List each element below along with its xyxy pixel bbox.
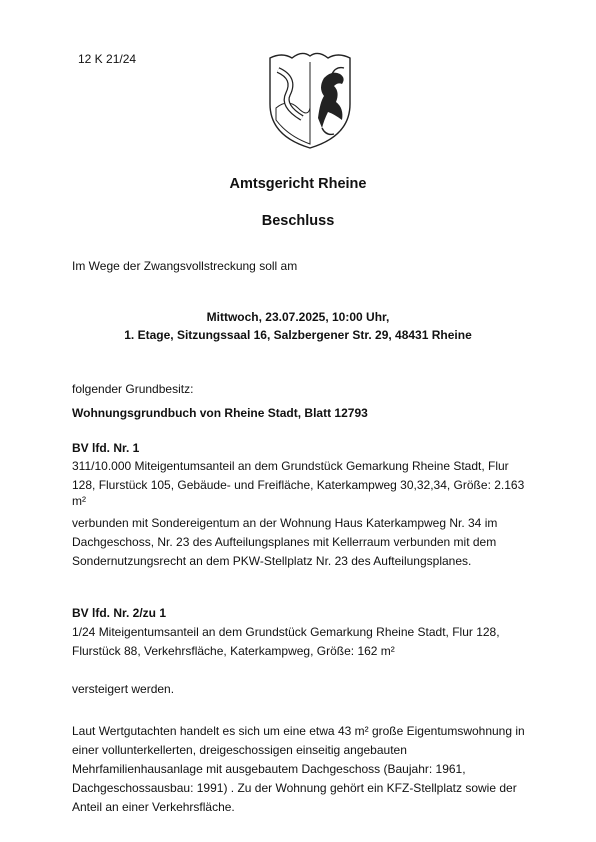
- bv1-line: Sondernutzungsrecht an dem PKW-Stellplatz Nr. 23 des Aufteilungsplanes.: [72, 554, 472, 568]
- gutachten-line: Laut Wertgutachten handelt es sich um eine etwa 43 m² große Eigentumswohnung in: [72, 724, 525, 738]
- grundbuch-title: Wohnungsgrundbuch von Rheine Stadt, Blatt 12793: [72, 406, 368, 420]
- gutachten-line: einer vollunterkellerten, dreigeschossigen einseitig angebauten: [72, 743, 407, 757]
- versteigert-text: versteigert werden.: [72, 682, 175, 696]
- bv1-line: verbunden mit Sondereigentum an der Wohnung Haus Katerkampweg Nr. 34 im: [72, 516, 498, 530]
- gutachten-line: Mehrfamilienhausanlage mit ausgebautem Dachgeschoss (Baujahr: 1961,: [72, 762, 466, 776]
- intro-text: Im Wege der Zwangsvollstreckung soll am: [72, 259, 298, 273]
- bv1-line: 128, Flurstück 105, Gebäude- und Freifläche, Katerkampweg 30,32,34, Größe: 2.163: [72, 478, 525, 492]
- bv2-line: Flurstück 88, Verkehrsfläche, Katerkampweg, Größe: 162 m²: [72, 644, 395, 658]
- gutachten-line: Anteil an einer Verkehrsfläche.: [72, 800, 235, 814]
- bv1-title: BV lfd. Nr. 1: [72, 441, 140, 455]
- bv1-line: 311/10.000 Miteigentumsanteil an dem Grundstück Gemarkung Rheine Stadt, Flur: [72, 459, 509, 473]
- bv2-title: BV lfd. Nr. 2/zu 1: [72, 606, 167, 620]
- bv1-line: m²: [72, 494, 86, 508]
- aktenzeichen: 12 K 21/24: [78, 52, 137, 66]
- document-type: Beschluss: [261, 213, 335, 229]
- coat-of-arms-icon: [262, 48, 358, 152]
- bv1-line: Dachgeschoss, Nr. 23 des Aufteilungsplanes mit Kellerraum verbunden mit dem: [72, 535, 497, 549]
- gutachten-line: Dachgeschossausbau: 1991) . Zu der Wohnung gehört ein KFZ-Stellplatz sowie der: [72, 781, 517, 795]
- grundbesitz-intro: folgender Grundbesitz:: [72, 382, 194, 396]
- court-name: Amtsgericht Rheine: [229, 176, 367, 192]
- bv2-line: 1/24 Miteigentumsanteil an dem Grundstück Gemarkung Rheine Stadt, Flur 128,: [72, 625, 500, 639]
- termin-date: Mittwoch, 23.07.2025, 10:00 Uhr,: [206, 310, 390, 324]
- termin-location: 1. Etage, Sitzungssaal 16, Salzbergener Str. 29, 48431 Rheine: [124, 328, 472, 342]
